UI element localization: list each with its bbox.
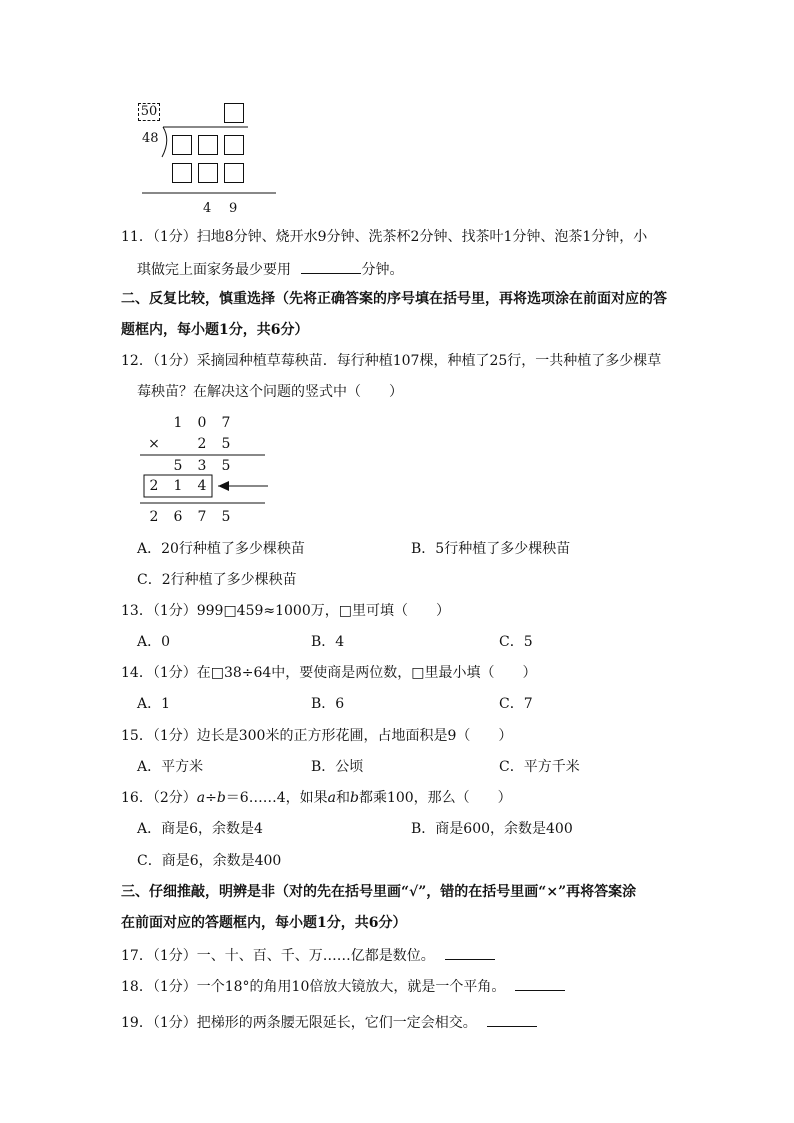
calc-digit: 7 — [221, 415, 231, 431]
calc-digit: 7 — [197, 509, 207, 525]
calc-digit: 3 — [197, 458, 207, 474]
answer-blank[interactable] — [515, 976, 565, 991]
q13-option-a[interactable]: A．0 — [137, 634, 171, 650]
times-sign: × — [148, 436, 160, 452]
section-2-heading-line2: 题框内，每小题1分，共6分） — [121, 322, 309, 338]
question-12: 12．（1分）采摘园种植草莓秧苗．每行种植107棵，种植了25行，一共种植了多少棵草 — [121, 353, 662, 369]
answer-blank[interactable] — [445, 945, 495, 960]
section-3-heading-line2: 在前面对应的答题框内，每小题1分，共6分） — [121, 915, 407, 931]
answer-blank[interactable] — [301, 259, 361, 274]
calc-digit: 2 — [149, 478, 159, 494]
calc-digit: 5 — [221, 509, 231, 525]
question-11: 11．（1分）扫地8分钟、烧开水9分钟、洗茶杯2分钟、找茶叶1分钟、泡茶1分钟，小 — [121, 229, 648, 245]
question-18: 18．（1分）一个18°的角用10倍放大镜放大，就是一个平角。 — [121, 976, 565, 996]
question-16: 16．（2分）a÷b＝6……4，如果a和b都乘100，那么（ ） — [121, 790, 512, 806]
q14-option-c[interactable]: C．7 — [499, 696, 533, 712]
arrow-head-icon — [218, 481, 229, 491]
calc-digit: 0 — [197, 415, 207, 431]
question-17: 17．（1分）一、十、百、千、万……亿都是数位。 — [121, 945, 495, 965]
q16-option-b[interactable]: B．商是600，余数是400 — [411, 821, 573, 837]
calc-digit: 2 — [197, 436, 207, 452]
q16-option-c[interactable]: C．商是6，余数是400 — [137, 853, 282, 869]
section-2-heading: 二、反复比较，慎重选择（先将正确答案的序号填在括号里，再将选项涂在前面对应的答 — [121, 291, 667, 307]
q12-option-b[interactable]: B．5行种植了多少棵秧苗 — [411, 541, 571, 557]
q15-option-b[interactable]: B．公顷 — [311, 759, 364, 775]
answer-box — [172, 163, 192, 183]
q15-option-a[interactable]: A．平方米 — [137, 759, 204, 775]
q16-option-a[interactable]: A．商是6，余数是4 — [137, 821, 263, 837]
division-digit: 9 — [229, 201, 238, 216]
calc-digit: 6 — [173, 509, 183, 525]
q13-option-b[interactable]: B．4 — [311, 634, 345, 650]
division-divisor: 48 — [142, 131, 159, 146]
q14-option-b[interactable]: B．6 — [311, 696, 345, 712]
question-15: 15．（1分）边长是300米的正方形花圃，占地面积是9（ ） — [121, 728, 513, 744]
question-14: 14．（1分）在□38÷64中，要使商是两位数，□里最小填（ ） — [121, 665, 537, 681]
section-3-heading: 三、仔细推敲，明辨是非（对的先在括号里画“√”，错的在括号里画“×”再将答案涂 — [121, 884, 637, 900]
question-13: 13．（1分）999□459≈1000万，□里可填（ ） — [121, 603, 450, 619]
division-dashed-box: 50 — [138, 103, 160, 121]
answer-box — [224, 103, 244, 123]
q13-option-c[interactable]: C．5 — [499, 634, 533, 650]
answer-box — [224, 163, 244, 183]
q15-option-c[interactable]: C．平方千米 — [499, 759, 580, 775]
answer-box — [198, 163, 218, 183]
multiplication-lines — [0, 400, 794, 530]
answer-blank[interactable] — [487, 1012, 537, 1027]
answer-box — [198, 135, 218, 155]
question-11-line2: 琪做完上面家务最少要用 分钟。 — [137, 259, 403, 279]
calc-digit: 5 — [221, 436, 231, 452]
calc-digit: 2 — [149, 509, 159, 525]
question-12-line2: 莓秧苗？在解决这个问题的竖式中（ ） — [137, 384, 403, 400]
highlight-box — [144, 475, 212, 497]
calc-digit: 5 — [173, 458, 183, 474]
q14-option-a[interactable]: A．1 — [137, 696, 171, 712]
calc-digit: 1 — [173, 478, 183, 494]
question-19: 19．（1分）把梯形的两条腰无限延长，它们一定会相交。 — [121, 1012, 537, 1032]
division-lines — [0, 0, 794, 220]
answer-box — [172, 135, 192, 155]
division-digit: 4 — [203, 201, 212, 216]
q12-option-c[interactable]: C．2行种植了多少棵秧苗 — [137, 572, 297, 588]
calc-digit: 4 — [197, 478, 207, 494]
q12-option-a[interactable]: A．20行种植了多少棵秧苗 — [137, 541, 305, 557]
calc-digit: 5 — [221, 458, 231, 474]
calc-digit: 1 — [173, 415, 183, 431]
answer-box — [224, 135, 244, 155]
